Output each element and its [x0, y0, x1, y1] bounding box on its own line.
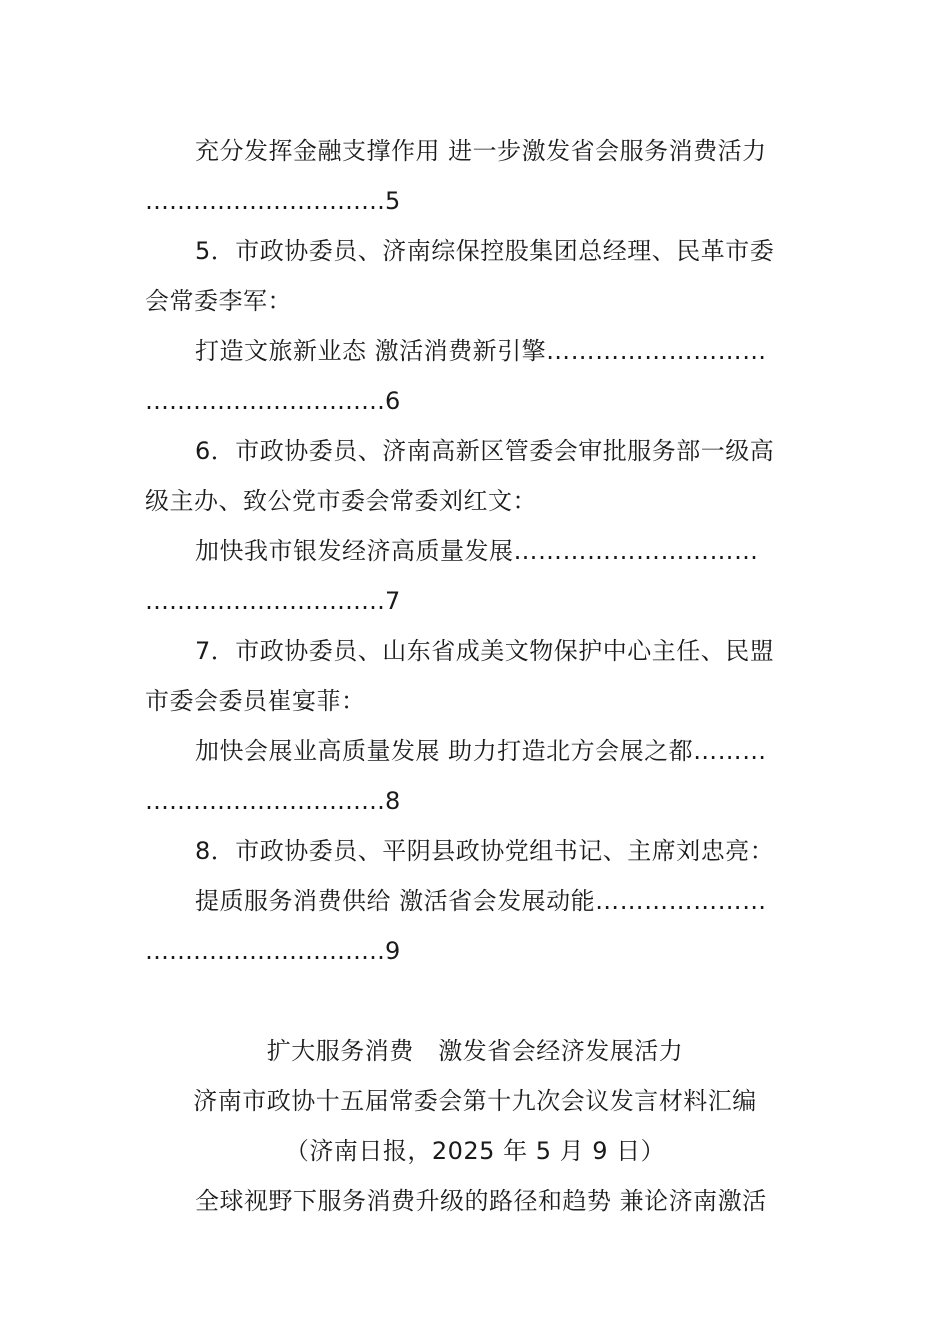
section-title: 扩大服务消费 激发省会经济发展活力 [266, 1037, 684, 1065]
section-subtitle: 济南市政协十五届常委会第十九次会议发言材料汇编 [193, 1087, 757, 1115]
toc-item-7-title: 加快会展业高质量发展 助力打造北方会展之都……… [195, 737, 767, 765]
toc-item-5-leader: …………………………6 [145, 387, 401, 415]
toc-item-6-heading-cont: 级主办、致公党市委会常委刘红文： [145, 487, 537, 515]
toc-item-8-heading: 8．市政协委员、平阴县政协党组书记、主席刘忠亮： [195, 837, 775, 865]
toc-item-4-title: 充分发挥金融支撑作用 进一步激发省会服务消费活力 [195, 137, 767, 165]
toc-item-5-heading-cont: 会常委李军： [145, 287, 292, 315]
toc-item-5-heading: 5．市政协委员、济南综保控股集团总经理、民革市委 [195, 237, 775, 265]
section-source: （济南日报，2025 年 5 月 9 日） [284, 1137, 666, 1165]
toc-item-6-leader: …………………………7 [145, 587, 401, 615]
toc-item-8-leader: …………………………9 [145, 937, 401, 965]
toc-item-7-leader: …………………………8 [145, 787, 401, 815]
toc-item-8-title: 提质服务消费供给 激活省会发展动能………………… [195, 887, 767, 915]
toc-item-7-heading: 7．市政协委员、山东省成美文物保护中心主任、民盟 [195, 637, 775, 665]
toc-item-5-title: 打造文旅新业态 激活消费新引擎……………………… [195, 337, 767, 365]
toc-item-6-heading: 6．市政协委员、济南高新区管委会审批服务部一级高 [195, 437, 775, 465]
toc-item-4-leader: …………………………5 [145, 187, 401, 215]
toc-item-6-title: 加快我市银发经济高质量发展………………………… [195, 537, 759, 565]
first-article-title: 全球视野下服务消费升级的路径和趋势 兼论济南激活 [195, 1187, 767, 1215]
toc-item-7-heading-cont: 市委会委员崔宴菲： [145, 687, 366, 715]
